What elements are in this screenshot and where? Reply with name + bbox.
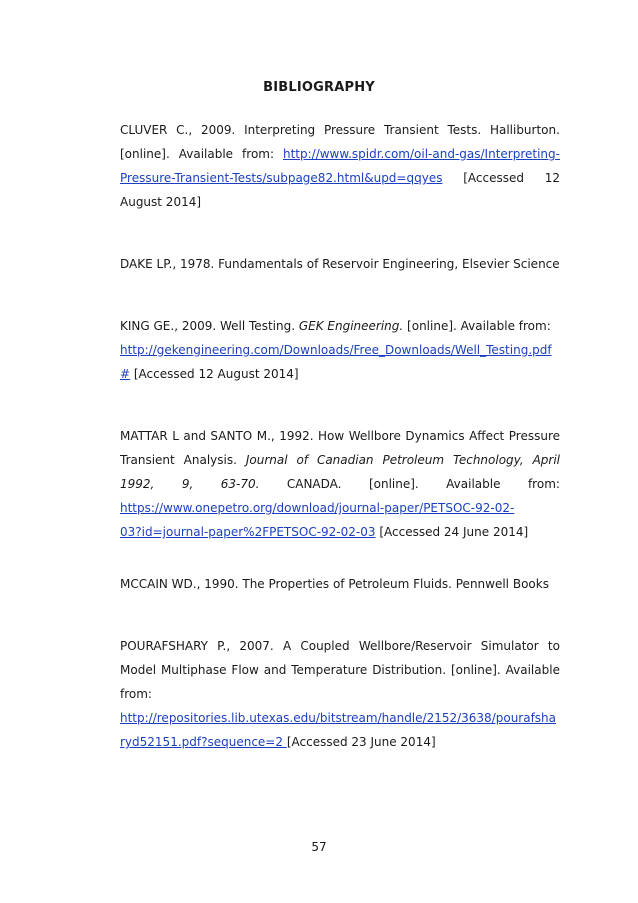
word: Temperature [291, 663, 368, 677]
entry-line [120, 118, 560, 142]
reference-link[interactable]: http://gekengineering.com/Downloads/Free_Downloads/Well_Testing.pdf [120, 343, 552, 357]
word: CLUVER [120, 123, 168, 137]
word: Pressure [323, 123, 376, 137]
journal-word: Journal [245, 453, 288, 467]
word: SANTO [210, 429, 253, 443]
word: Simulator [480, 639, 539, 653]
entry-line [120, 448, 560, 472]
journal-word: Petroleum [382, 453, 445, 467]
word: 2009. [200, 123, 236, 137]
entry-line [120, 424, 560, 448]
word: Wellbore [348, 429, 401, 443]
word: Flow [231, 663, 259, 677]
word: Multiphase [160, 663, 227, 677]
accessed-date: [Accessed 24 June 2014] [375, 525, 529, 539]
entry-line [120, 472, 560, 496]
word: 2007. [239, 639, 274, 653]
word: from: [527, 477, 560, 491]
word: CANADA. [286, 477, 342, 491]
entry-line: August 2014] [120, 195, 202, 209]
entry-line [120, 706, 560, 730]
word: Wellbore/Reservoir [358, 639, 472, 653]
reference-link[interactable]: https://www.onepetro.org/download/journal-paper/PETSOC-92-02- [120, 501, 515, 515]
entry-line [120, 730, 560, 754]
journal-word: 1992, [120, 477, 155, 491]
word: M., [256, 429, 275, 443]
reference-link[interactable]: http://www.spidr.com/oil-and-gas/Interpreting- [282, 147, 560, 161]
word: Available [446, 477, 501, 491]
journal-word: Technology, [452, 453, 524, 467]
journal-word: Canadian [316, 453, 374, 467]
word: Pressure [508, 429, 560, 443]
journal-word: April [532, 453, 560, 467]
entry-text: DAKE LP., 1978. Fundamentals of Reservoir Engineering, Elsevier Science [120, 257, 560, 271]
word: [online]. [368, 477, 419, 491]
word: Coupled [300, 639, 350, 653]
entry-line [120, 314, 560, 338]
word: P., [217, 639, 231, 653]
entry-line [120, 520, 560, 544]
word: Transient [120, 453, 175, 467]
entry-line [120, 362, 560, 386]
bibliography-entry-dake [120, 252, 560, 276]
journal-word: 63-70. [220, 477, 260, 491]
bibliography-entry-king [120, 314, 560, 386]
bibliography-entry-mattar [120, 424, 560, 544]
reference-link-continued[interactable]: # [120, 367, 131, 381]
entry-text: MCCAIN WD., 1990. The Properties of Petroleum Fluids. Pennwell Books [120, 577, 549, 591]
word: L [172, 429, 179, 443]
word: [online]. [120, 147, 170, 161]
word: to [547, 639, 560, 653]
word: How [318, 429, 345, 443]
entry-line [120, 338, 560, 362]
page-number: 57 [311, 840, 327, 854]
journal-word: of [296, 453, 309, 467]
word: Distribution. [372, 663, 447, 677]
reference-link[interactable]: http://repositories.lib.utexas.edu/bitstream/handle/2152/3638/pourafsha [120, 711, 557, 725]
reference-link-continued[interactable]: Pressure-Transient-Tests/subpage82.html&upd=qqyes [120, 171, 443, 185]
entry-text: KING GE., 2009. Well Testing. [120, 319, 299, 333]
word: Model [120, 663, 157, 677]
bibliography-entry-mccain [120, 572, 560, 596]
word: C., [176, 123, 193, 137]
word: Available [178, 147, 234, 161]
word: 1992. [279, 429, 314, 443]
entry-line [120, 634, 560, 658]
entry-line [120, 166, 560, 190]
word: [online]. [450, 663, 501, 677]
reference-link-continued[interactable]: ryd52151.pdf?sequence=2 [120, 735, 287, 749]
entry-line: from: [120, 687, 152, 701]
word: from: [242, 147, 275, 161]
word: A [282, 639, 292, 653]
word: MATTAR [120, 429, 168, 443]
reference-link-continued[interactable]: 03?id=journal-paper%2FPETSOC-92-02-03 [120, 525, 376, 539]
bibliography-entry-cluver [120, 118, 560, 214]
accessed-date: [Accessed 12 August 2014] [130, 367, 299, 381]
word: Interpreting [244, 123, 316, 137]
journal-word: 9, [181, 477, 194, 491]
word: 12 [544, 171, 560, 185]
journal-title: GEK Engineering. [298, 319, 404, 333]
page-title: BIBLIOGRAPHY [263, 80, 375, 95]
entry-line [120, 658, 560, 682]
entry-text: [online]. Available from: [403, 319, 551, 333]
word: and [263, 663, 287, 677]
word: Analysis. [183, 453, 237, 467]
word: Available [505, 663, 560, 677]
word: Affect [469, 429, 505, 443]
entry-line [120, 496, 560, 520]
word: and [183, 429, 206, 443]
entry-line [120, 142, 560, 166]
word: POURAFSHARY [120, 639, 208, 653]
word: [Accessed [463, 171, 524, 185]
bibliography-entry-pourafshary [120, 634, 560, 754]
accessed-date: [Accessed 23 June 2014] [286, 735, 436, 749]
word: Halliburton. [489, 123, 560, 137]
word: Tests. [447, 123, 482, 137]
word: Transient [383, 123, 439, 137]
word: Dynamics [405, 429, 465, 443]
